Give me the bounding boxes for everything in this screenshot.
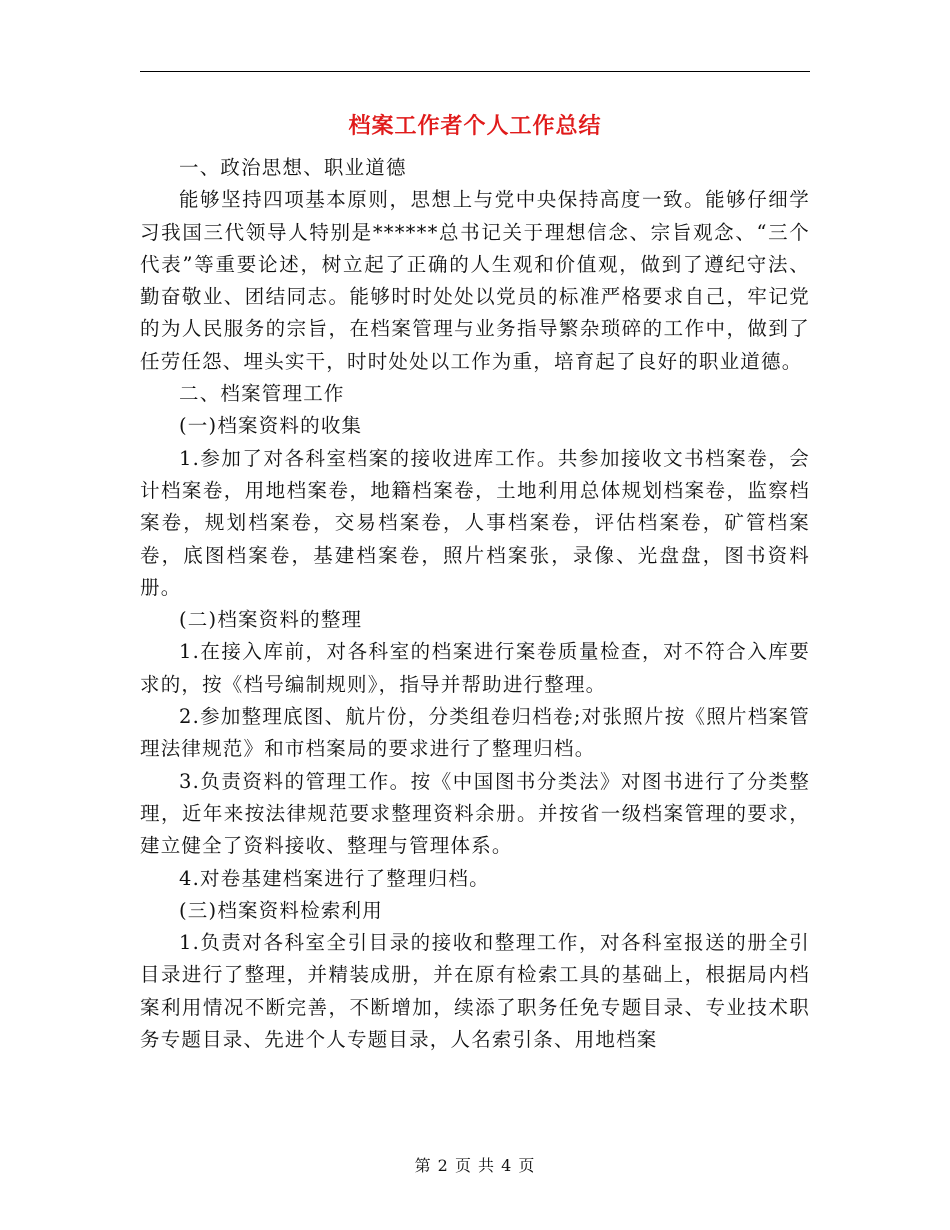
subsection-heading-collection: (一)档案资料的收集 xyxy=(179,414,363,438)
body-paragraph: 2.参加整理底图、航片份，分类组卷归档卷;对张照片按《照片档案管理法律规范》和市档案局的要求进行了整理归档。 xyxy=(140,705,810,761)
subsection-heading-organization: (二)档案资料的整理 xyxy=(179,608,363,632)
document-body xyxy=(140,152,810,1056)
header-rule xyxy=(140,71,810,72)
body-paragraph: 1.负责对各科室全引目录的接收和整理工作，对各科室报送的册全引目录进行了整理，并精装成册，并在原有检索工具的基础上，根据局内档案利用情况不断完善，不断增加，续添了职务任免专题目录、专业技术职务专题目录、先进个人专题目录，人名索引条、用地档案 xyxy=(140,931,810,1052)
body-paragraph: 1.在接入库前，对各科室的档案进行案卷质量检查，对不符合入库要求的，按《档号编制规则》，指导并帮助进行整理。 xyxy=(140,640,810,696)
body-paragraph: 4.对卷基建档案进行了整理归档。 xyxy=(179,866,490,890)
body-paragraph: 3.负责资料的管理工作。按《中国图书分类法》对图书进行了分类整理，近年来按法律规范要求整理资料余册。并按省一级档案管理的要求，建立健全了资料接收、整理与管理体系。 xyxy=(140,769,810,858)
page-number-footer: 第 2 页 共 4 页 xyxy=(414,1156,536,1175)
section-heading-archive-management: 二、档案管理工作 xyxy=(179,382,345,406)
document-title: 档案工作者个人工作总结 xyxy=(348,113,602,139)
subsection-heading-retrieval: (三)档案资料检索利用 xyxy=(179,898,383,922)
section-heading-politics: 一、政治思想、职业道德 xyxy=(179,156,407,179)
body-paragraph: 1.参加了对各科室档案的接收进库工作。共参加接收文书档案卷，会计档案卷，用地档案卷，地籍档案卷，土地利用总体规划档案卷，监察档案卷，规划档案卷，交易档案卷，人事档案卷，评估档案卷，矿管档案卷，底图档案卷，基建档案卷，照片档案张，录像、光盘盘，图书资料册。 xyxy=(140,446,810,599)
body-paragraph: 能够坚持四项基本原则，思想上与党中央保持高度一致。能够仔细学习我国三代领导人特别是******总书记关于理想信念、宗旨观念、“三个代表”等重要论述，树立起了正确的人生观和价值观，做到了遵纪守法、勤奋敬业、团结同志。能够时时处处以党员的标准严格要求自己，牢记党的为人民服务的宗旨，在档案管理与业务指导繁杂琐碎的工作中，做到了任劳任怨、埋头实干，时时处处以工作为重，培育起了良好的职业道德。 xyxy=(140,188,810,373)
